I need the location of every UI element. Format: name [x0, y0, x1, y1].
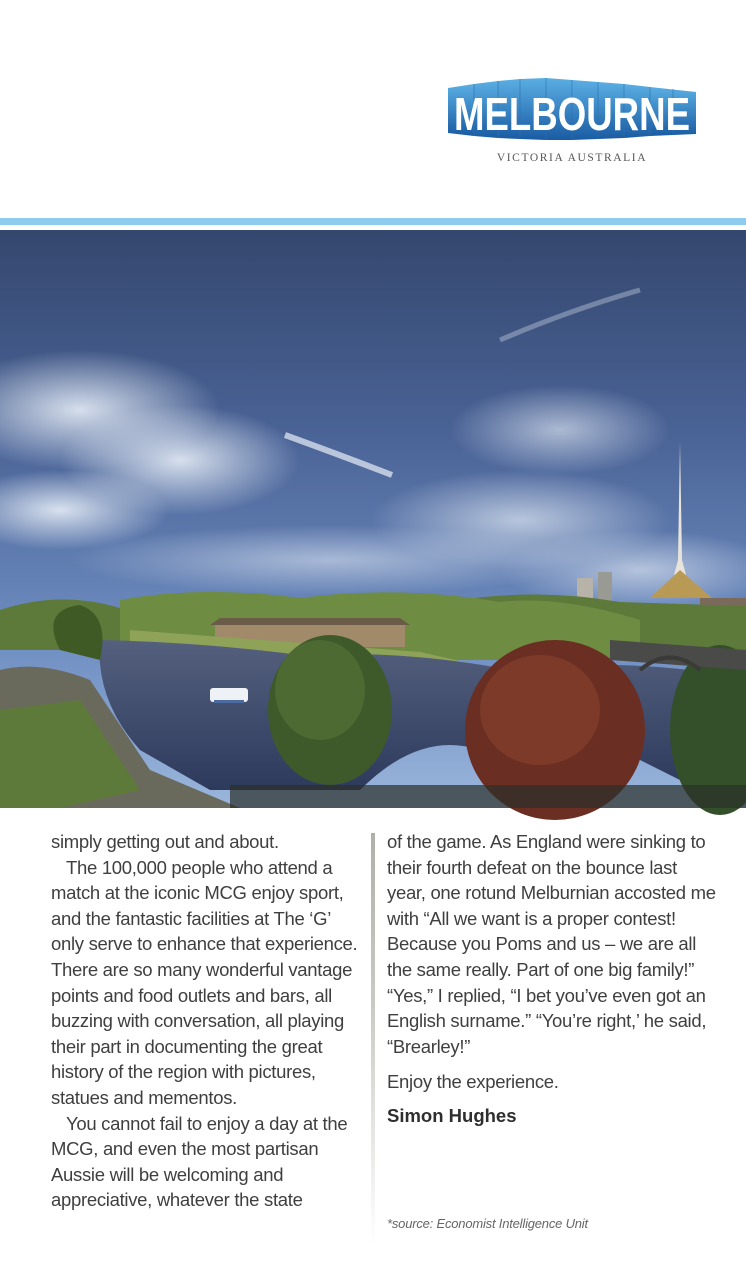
column-divider — [371, 833, 375, 1243]
paragraph: You cannot fail to enjoy a day at the MCG, and even the most partisan Aussie will be welcoming and appreciative, whatever the state — [51, 1112, 348, 1211]
melbourne-wordmark-icon — [448, 78, 696, 140]
landscape-photo-icon — [0, 230, 746, 808]
paragraph: The 100,000 people who attend a match at the iconic MCG enjoy sport, and the fantastic facilities at The ‘G’ only serve to enhance that experience. There are so many wonderful vantage points and food outlets and bars, all buzzing with conversation, all playing their part in documenting the great history of the region with pictures, statues and mementos. — [51, 856, 358, 1108]
svg-text:MELBOURNE: MELBOURNE — [454, 88, 690, 140]
article-column-left — [51, 829, 366, 1213]
author-name: Simon Hughes — [387, 1104, 517, 1126]
paragraph: simply getting out and about. — [51, 831, 279, 852]
source-footnote: *source: Economist Intelligence Unit — [387, 1216, 588, 1231]
melbourne-logo — [448, 78, 696, 168]
yarra-river-photo — [0, 230, 746, 808]
header-divider — [0, 218, 746, 225]
paragraph: of the game. As England were sinking to their fourth defeat on the bounce last year, one rotund Melburnian accosted me with “All we want is a proper contest! Because you Poms and us – we are all the same really. Part of one big family!” “Yes,” I replied, “I bet you’ve even got an English surname.” “You’re right,’ he said, “Brearley!” — [387, 831, 716, 1057]
logo-tagline: VICTORIA AUSTRALIA — [496, 152, 648, 164]
article-column-right — [387, 829, 717, 1129]
signoff-text: Enjoy the experience. — [387, 1071, 559, 1093]
